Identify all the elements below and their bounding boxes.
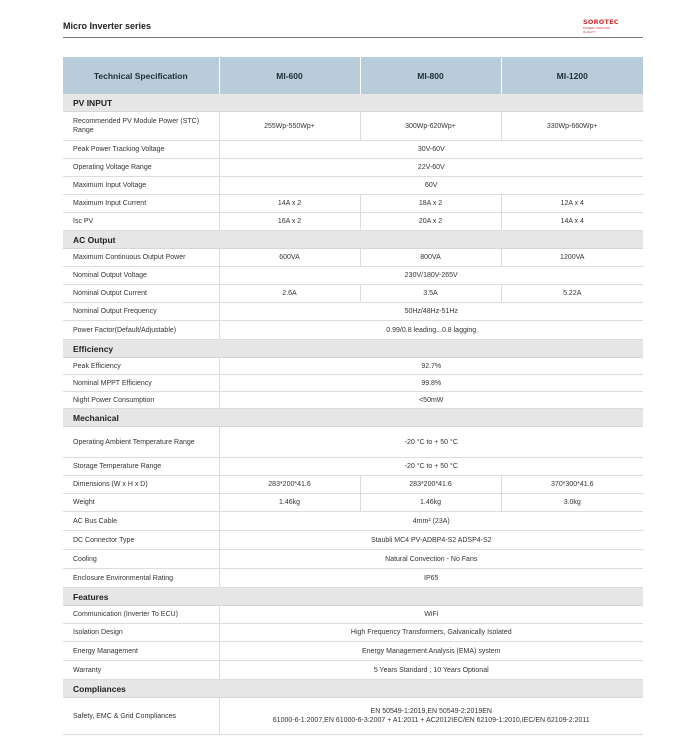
spec-value: 20A x 2 <box>360 213 501 231</box>
spec-value: Energy Management Analysis (EMA) system <box>219 642 643 661</box>
spec-value: 3.5A <box>360 285 501 303</box>
spec-row <box>63 177 643 195</box>
spec-label: Weight <box>63 494 219 512</box>
spec-label: Nominal Output Voltage <box>63 267 219 285</box>
section-title: Efficiency <box>63 340 643 358</box>
spec-row <box>63 249 643 267</box>
spec-value: -20 °C to + 50 °C <box>219 458 643 476</box>
series-title: Micro Inverter series <box>63 21 152 31</box>
brand-tagline: POWER THROUGH QUALITY <box>583 26 611 34</box>
spec-row <box>63 476 643 494</box>
spec-label: Maximum Continuous Output Power <box>63 249 219 267</box>
spec-row <box>63 358 643 375</box>
spec-value: <50mW <box>219 392 643 409</box>
spec-row <box>63 427 643 458</box>
header-divider <box>63 37 643 38</box>
spec-row <box>63 112 643 141</box>
spec-value: 5.22A <box>501 285 643 303</box>
spec-label: Operating Ambient Temperature Range <box>63 427 219 458</box>
spec-value: 300Wp-620Wp+ <box>360 112 501 141</box>
section-header-row <box>63 680 643 698</box>
header-model: MI-600 <box>219 57 360 94</box>
brand-logo <box>583 18 619 34</box>
spec-label: Maximum Input Current <box>63 195 219 213</box>
spec-row <box>63 698 643 735</box>
spec-value: 255Wp-550Wp+ <box>219 112 360 141</box>
spec-value: 0.99/0.8 leading...0.8 lagging <box>219 321 643 340</box>
spec-value: 4mm² (23A) <box>219 512 643 531</box>
spec-value <box>219 698 643 735</box>
spec-label: Peak Power Tracking Voltage <box>63 141 219 159</box>
spec-label: Warranty <box>63 661 219 680</box>
spec-row <box>63 569 643 588</box>
spec-value: 12A x 4 <box>501 195 643 213</box>
spec-label: Operating Voltage Range <box>63 159 219 177</box>
spec-label: Dimensions (W x H x D) <box>63 476 219 494</box>
spec-value: High Frequency Transformers, Galvanically Isolated <box>219 624 643 642</box>
spec-label: Nominal MPPT Efficiency <box>63 375 219 392</box>
spec-row <box>63 606 643 624</box>
spec-row <box>63 458 643 476</box>
header-model: MI-1200 <box>501 57 643 94</box>
spec-row <box>63 141 643 159</box>
spec-value: 92.7% <box>219 358 643 375</box>
spec-value: 5 Years Standard ; 10 Years Optional <box>219 661 643 680</box>
spec-row <box>63 392 643 409</box>
spec-value: 283*200*41.6 <box>360 476 501 494</box>
spec-label: Cooling <box>63 550 219 569</box>
spec-label: Isc PV <box>63 213 219 231</box>
spec-label: Energy Management <box>63 642 219 661</box>
spec-label: Communication (Inverter To ECU) <box>63 606 219 624</box>
section-header-row <box>63 231 643 249</box>
spec-value: 1.46kg <box>360 494 501 512</box>
spec-value: 14A x 2 <box>219 195 360 213</box>
spec-row <box>63 375 643 392</box>
spec-value: 50Hz/48Hz-51Hz <box>219 303 643 321</box>
spec-label: Night Power Consumption <box>63 392 219 409</box>
table-header-row <box>63 57 643 94</box>
spec-row <box>63 195 643 213</box>
spec-value: -20 °C to + 50 °C <box>219 427 643 458</box>
spec-value: 60V <box>219 177 643 195</box>
spec-label: Safety, EMC & Grid Compliances <box>63 698 219 735</box>
spec-value: 3.0kg <box>501 494 643 512</box>
spec-value-line: EN 50549-1:2019,EN 50549-2:2019EN <box>370 708 492 715</box>
spec-label: Recommended PV Module Power (STC) Range <box>63 112 219 141</box>
spec-label: AC Bus Cable <box>63 512 219 531</box>
section-header-row <box>63 588 643 606</box>
section-header-row <box>63 94 643 112</box>
spec-row <box>63 661 643 680</box>
spec-row <box>63 494 643 512</box>
spec-label: Nominal Output Current <box>63 285 219 303</box>
spec-value: Staubli MC4 PV-ADBP4-S2 ADSP4-S2 <box>219 531 643 550</box>
spec-value: 370*300*41.6 <box>501 476 643 494</box>
spec-label: Maximum Input Voltage <box>63 177 219 195</box>
spec-value: 1200VA <box>501 249 643 267</box>
spec-label: Isolation Design <box>63 624 219 642</box>
spec-row <box>63 642 643 661</box>
spec-value: 30V-60V <box>219 141 643 159</box>
spec-row <box>63 267 643 285</box>
spec-value: 230V/180V-265V <box>219 267 643 285</box>
spec-value: 18A x 2 <box>360 195 501 213</box>
spec-value: 600VA <box>219 249 360 267</box>
spec-row <box>63 285 643 303</box>
spec-row <box>63 303 643 321</box>
spec-value: 2.6A <box>219 285 360 303</box>
spec-value-line: 61000-6-1:2007,EN 61000-6-3:2007 + A1:2011 + AC2012IEC/EN 62109-1:2010,IEC/EN 62109-2:2011 <box>272 717 590 724</box>
header-spec-label: Technical Specification <box>63 57 219 94</box>
spec-row <box>63 550 643 569</box>
spec-label: Nominal Output Frequency <box>63 303 219 321</box>
spec-label: DC Connector Type <box>63 531 219 550</box>
spec-label: Peak Efficiency <box>63 358 219 375</box>
spec-row <box>63 213 643 231</box>
spec-value: 99.8% <box>219 375 643 392</box>
spec-row <box>63 512 643 531</box>
spec-label: Enclosure Environmental Rating <box>63 569 219 588</box>
spec-value: 283*200*41.6 <box>219 476 360 494</box>
spec-value: Natural Convection - No Fans <box>219 550 643 569</box>
spec-row <box>63 321 643 340</box>
page-header <box>63 18 619 36</box>
spec-value: IP65 <box>219 569 643 588</box>
section-title: PV INPUT <box>63 94 643 112</box>
spec-value: 16A x 2 <box>219 213 360 231</box>
spec-value: 1.46kg <box>219 494 360 512</box>
spec-value: 22V-60V <box>219 159 643 177</box>
section-title: Features <box>63 588 643 606</box>
section-title: Compliances <box>63 680 643 698</box>
spec-value: 800VA <box>360 249 501 267</box>
brand-name: SOROTEC <box>583 18 619 26</box>
spec-table <box>63 57 643 735</box>
spec-row <box>63 624 643 642</box>
spec-label: Storage Temperature Range <box>63 458 219 476</box>
spec-value: 14A x 4 <box>501 213 643 231</box>
section-header-row <box>63 340 643 358</box>
spec-row <box>63 531 643 550</box>
section-title: AC Output <box>63 231 643 249</box>
spec-value: 330Wp-660Wp+ <box>501 112 643 141</box>
section-title: Mechanical <box>63 409 643 427</box>
section-header-row <box>63 409 643 427</box>
spec-row <box>63 159 643 177</box>
header-model: MI-800 <box>360 57 501 94</box>
spec-value: WiFi <box>219 606 643 624</box>
spec-label: Power Factor(Default/Adjustable) <box>63 321 219 340</box>
